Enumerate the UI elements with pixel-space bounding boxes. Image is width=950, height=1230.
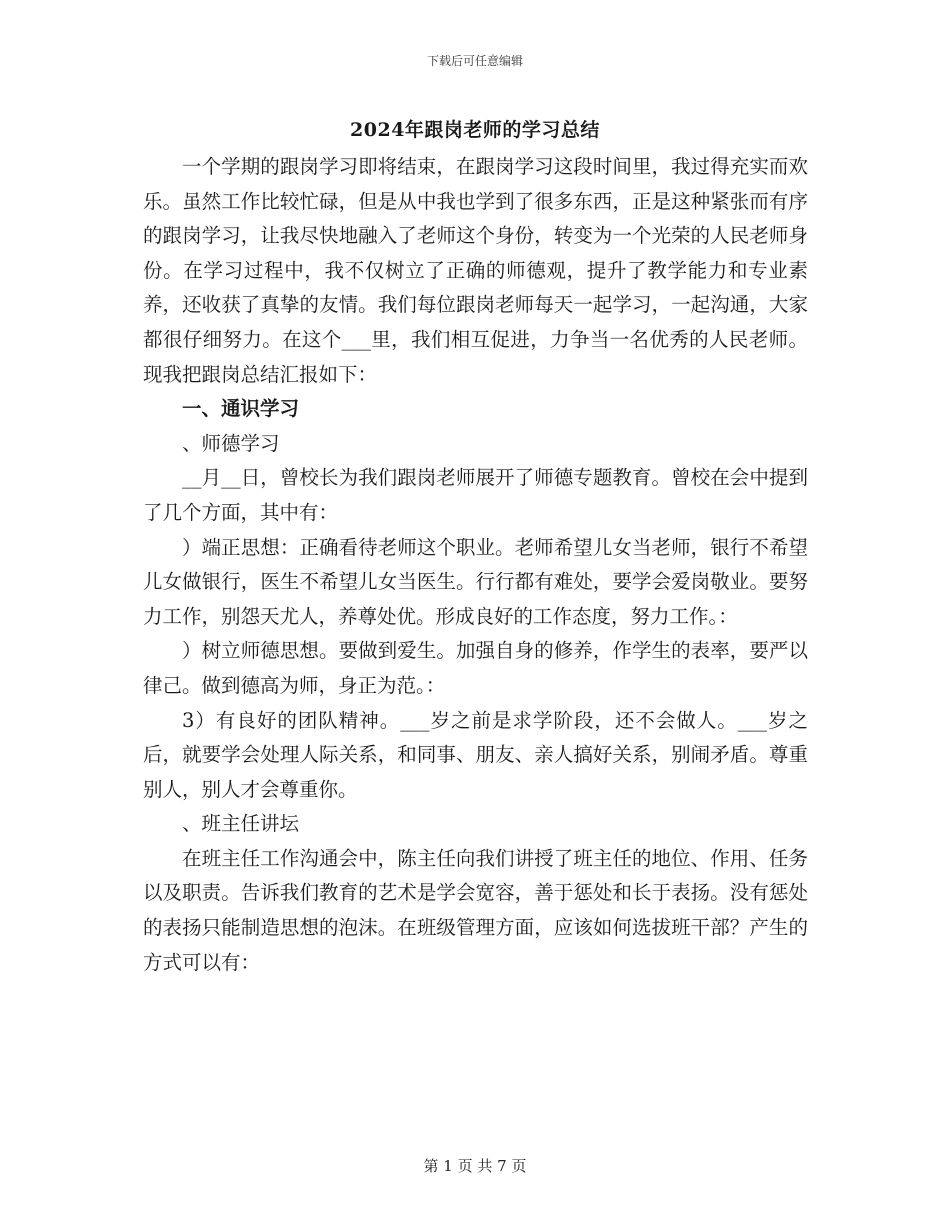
section-heading: 一、通识学习 [182,397,300,421]
document-body [143,150,808,980]
list-item-paragraph: ）端正思想：正确看待老师这个职业。老师希望儿女当老师，银行不希望儿女做银行，医生不希望儿女当医生。行行都有难处，要学会爱岗敬业。要努力工作，别怨天尤人，养尊处优。形成良好的工作态度，努力工作。： [143,535,808,628]
list-item-paragraph: 3）有良好的团队精神。___岁之前是求学阶段，还不会做人。___岁之后，就要学会处理人际关系，和同事、朋友、亲人搞好关系，别闹矛盾。尊重别人，别人才会尊重你。 [143,708,808,801]
document-title: 2024年跟岗老师的学习总结 [350,119,600,141]
page-header-note: 下载后可任意编辑 [426,54,523,68]
subsection-heading: 、师德学习 [182,431,280,455]
body-paragraph: 在班主任工作沟通会中，陈主任向我们讲授了班主任的地位、作用、任务以及职责。告诉我们教育的艺术是学会宽容，善于惩处和长于表扬。没有惩处的表扬只能制造思想的泡沫。在班级管理方面，应该如何选拔班干部？产生的方式可以有： [143,846,808,974]
page-number: 第 1 页 共 7 页 [423,1157,527,1175]
subsection-heading: 、班主任讲坛 [182,812,300,836]
list-item-paragraph: ）树立师德思想。要做到爱生。加强自身的修养，作学生的表率，要严以律己。做到德高为师，身正为范。： [143,639,808,697]
intro-paragraph: 一个学期的跟岗学习即将结束，在跟岗学习这段时间里，我过得充实而欢乐。虽然工作比较忙碌，但是从中我也学到了很多东西，正是这种紧张而有序的跟岗学习，让我尽快地融入了老师这个身份，转变为一个光荣的人民老师身份。在学习过程中，我不仅树立了正确的师德观，提升了教学能力和专业素养，还收获了真挚的友情。我们每位跟岗老师每天一起学习，一起沟通，大家都很仔细努力。在这个___里，我们相互促进，力争当一名优秀的人民老师。现我把跟岗总结汇报如下： [143,155,808,386]
body-paragraph: __月__日，曾校长为我们跟岗老师展开了师德专题教育。曾校在会中提到了几个方面，其中有： [143,466,808,524]
